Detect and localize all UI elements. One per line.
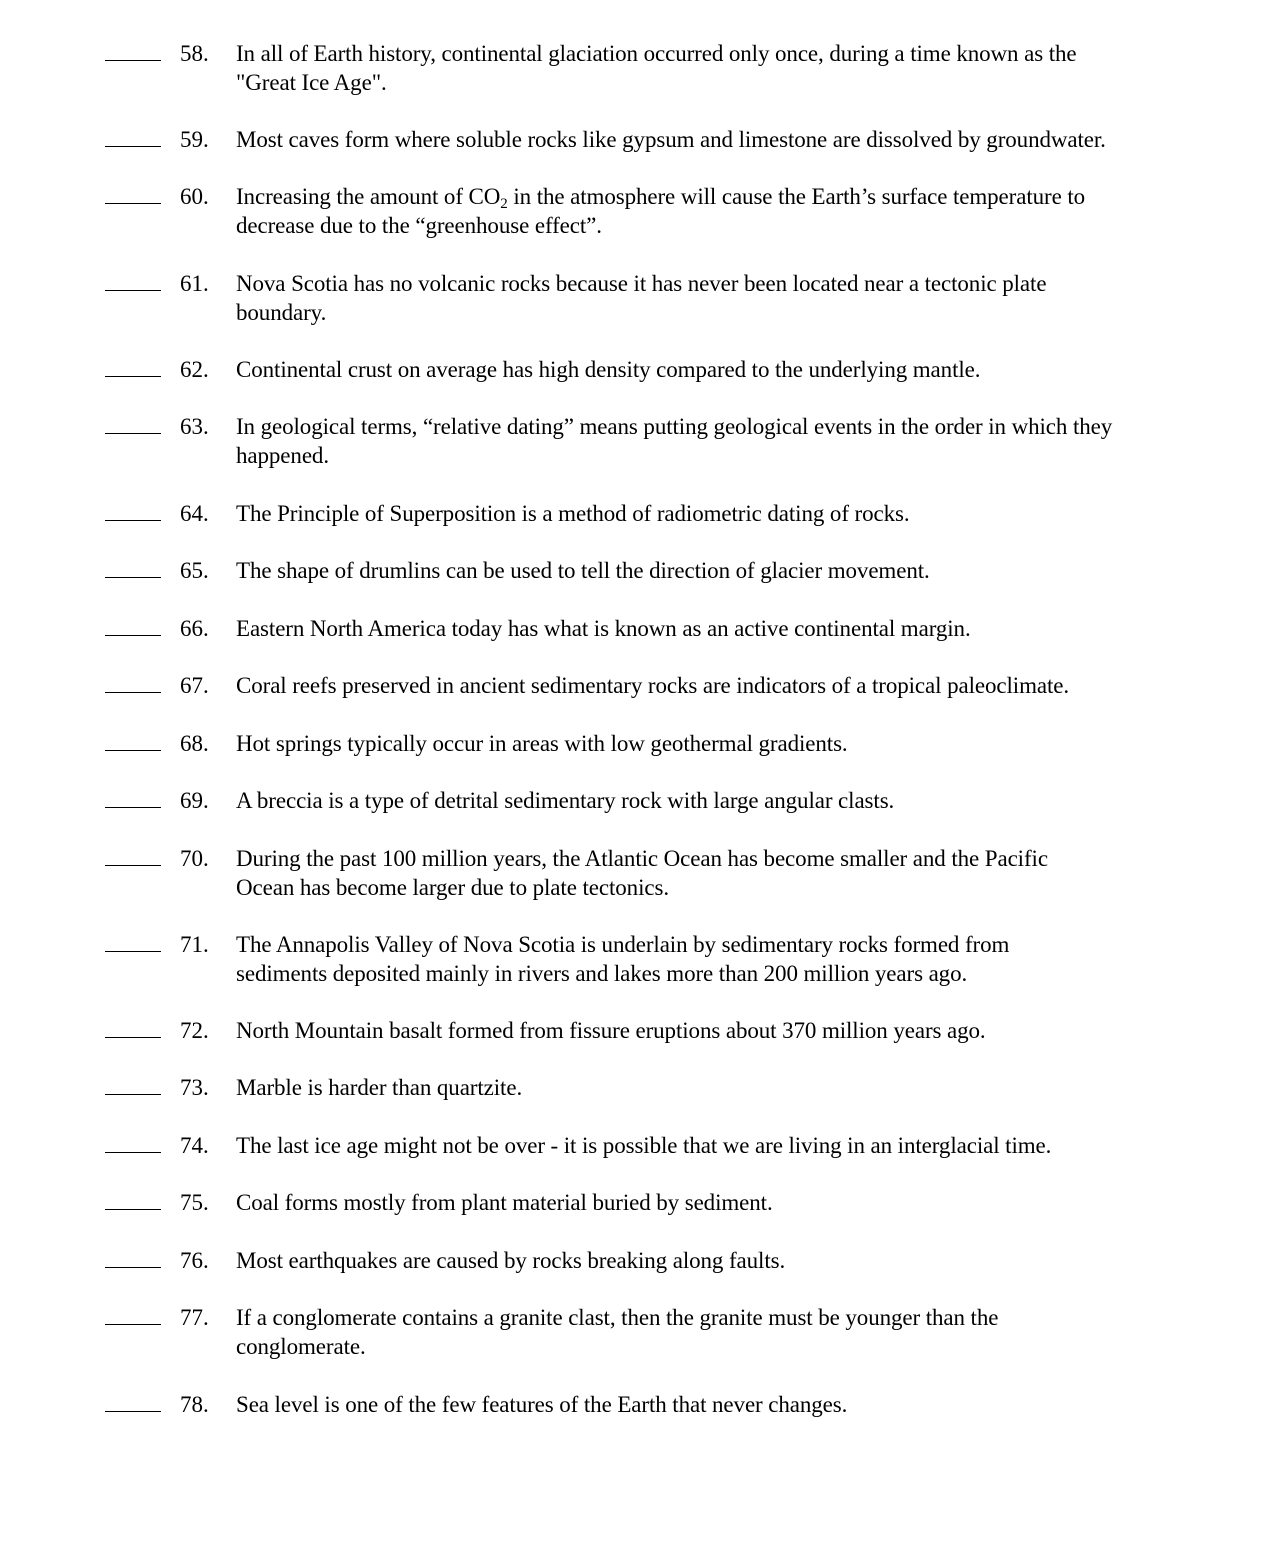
- answer-blank[interactable]: [105, 520, 161, 521]
- question-60: [0, 182, 1275, 242]
- answer-blank[interactable]: [105, 692, 161, 693]
- question-text: Marble is harder than quartzite.: [236, 1075, 523, 1100]
- question-number: 59.: [180, 127, 209, 152]
- question-62: [0, 355, 1275, 415]
- question-number: 61.: [180, 271, 209, 296]
- answer-blank[interactable]: [105, 1037, 161, 1038]
- question-63: [0, 412, 1275, 472]
- question-71: [0, 930, 1275, 990]
- answer-blank[interactable]: [105, 1267, 161, 1268]
- question-text: The Annapolis Valley of Nova Scotia is underlain by sedimentary rocks formed from sediments deposited mainly in rivers and lakes more than 200 million years ago.: [236, 932, 1010, 986]
- answer-blank[interactable]: [105, 290, 161, 291]
- question-number: 66.: [180, 616, 209, 641]
- question-text: Continental crust on average has high density compared to the underlying mantle.: [236, 357, 981, 382]
- answer-blank[interactable]: [105, 433, 161, 434]
- answer-blank[interactable]: [105, 60, 161, 61]
- question-number: 68.: [180, 731, 209, 756]
- answer-blank[interactable]: [105, 1324, 161, 1325]
- question-number: 71.: [180, 932, 209, 957]
- question-text-part: in the atmosphere will cause the Earth’s surface temperature to decrease due to the “greenhouse effect”.: [236, 184, 1086, 238]
- question-72: [0, 1016, 1275, 1076]
- question-text: Sea level is one of the few features of the Earth that never changes.: [236, 1392, 848, 1417]
- question-text: Coal forms mostly from plant material buried by sediment.: [236, 1190, 773, 1215]
- question-number: 77.: [180, 1305, 209, 1330]
- answer-blank[interactable]: [105, 577, 161, 578]
- question-text: North Mountain basalt formed from fissure eruptions about 370 million years ago.: [236, 1018, 986, 1043]
- question-text: Nova Scotia has no volcanic rocks because it has never been located near a tectonic plate boundary.: [236, 271, 1047, 325]
- question-58: [0, 39, 1275, 99]
- question-65: [0, 556, 1275, 616]
- question-number: 63.: [180, 414, 209, 439]
- question-number: 75.: [180, 1190, 209, 1215]
- question-text: The shape of drumlins can be used to tell the direction of glacier movement.: [236, 558, 930, 583]
- question-text: The last ice age might not be over - it is possible that we are living in an interglacial time.: [236, 1133, 1052, 1158]
- question-number: 62.: [180, 357, 209, 382]
- question-70: [0, 844, 1275, 904]
- question-number: 70.: [180, 846, 209, 871]
- question-74: [0, 1131, 1275, 1191]
- answer-blank[interactable]: [105, 146, 161, 147]
- question-text: Most earthquakes are caused by rocks breaking along faults.: [236, 1248, 786, 1273]
- answer-blank[interactable]: [105, 865, 161, 866]
- question-text: Hot springs typically occur in areas with low geothermal gradients.: [236, 731, 848, 756]
- answer-blank[interactable]: [105, 203, 161, 204]
- answer-blank[interactable]: [105, 807, 161, 808]
- question-number: 67.: [180, 673, 209, 698]
- subscript: 2: [500, 196, 508, 212]
- answer-blank[interactable]: [105, 376, 161, 377]
- question-text: Eastern North America today has what is known as an active continental margin.: [236, 616, 971, 641]
- answer-blank[interactable]: [105, 750, 161, 751]
- question-text-part: Increasing the amount of CO: [236, 184, 501, 209]
- question-76: [0, 1246, 1275, 1306]
- answer-blank[interactable]: [105, 1152, 161, 1153]
- question-number: 73.: [180, 1075, 209, 1100]
- question-text: A breccia is a type of detrital sedimentary rock with large angular clasts.: [236, 788, 895, 813]
- question-text: In all of Earth history, continental glaciation occurred only once, during a time known as the "Great Ice Age".: [236, 41, 1077, 95]
- question-text: During the past 100 million years, the Atlantic Ocean has become smaller and the Pacific Ocean has become larger due to plate tectonics.: [236, 846, 1048, 900]
- question-number: 78.: [180, 1392, 209, 1417]
- question-78: [0, 1390, 1275, 1450]
- question-number: 76.: [180, 1248, 209, 1273]
- question-text: Most caves form where soluble rocks like gypsum and limestone are dissolved by groundwater.: [236, 127, 1106, 152]
- question-66: [0, 614, 1275, 674]
- answer-blank[interactable]: [105, 1411, 161, 1412]
- answer-blank[interactable]: [105, 1209, 161, 1210]
- question-number: 72.: [180, 1018, 209, 1043]
- question-number: 64.: [180, 501, 209, 526]
- answer-blank[interactable]: [105, 951, 161, 952]
- question-text: In geological terms, “relative dating” means putting geological events in the order in which they happened.: [236, 414, 1113, 468]
- question-number: 58.: [180, 41, 209, 66]
- question-number: 74.: [180, 1133, 209, 1158]
- answer-blank[interactable]: [105, 635, 161, 636]
- question-text: The Principle of Superposition is a method of radiometric dating of rocks.: [236, 501, 910, 526]
- question-77: [0, 1303, 1275, 1363]
- answer-blank[interactable]: [105, 1094, 161, 1095]
- question-69: [0, 786, 1275, 846]
- question-61: [0, 269, 1275, 329]
- question-75: [0, 1188, 1275, 1248]
- question-text: [236, 182, 1176, 240]
- question-number: 65.: [180, 558, 209, 583]
- question-64: [0, 499, 1275, 559]
- question-68: [0, 729, 1275, 789]
- question-number: 69.: [180, 788, 209, 813]
- question-text: Coral reefs preserved in ancient sedimentary rocks are indicators of a tropical paleoclimate.: [236, 673, 1070, 698]
- question-73: [0, 1073, 1275, 1133]
- question-number: 60.: [180, 184, 209, 209]
- question-59: [0, 125, 1275, 185]
- question-67: [0, 671, 1275, 731]
- question-text: If a conglomerate contains a granite clast, then the granite must be younger than the conglomerate.: [236, 1305, 999, 1359]
